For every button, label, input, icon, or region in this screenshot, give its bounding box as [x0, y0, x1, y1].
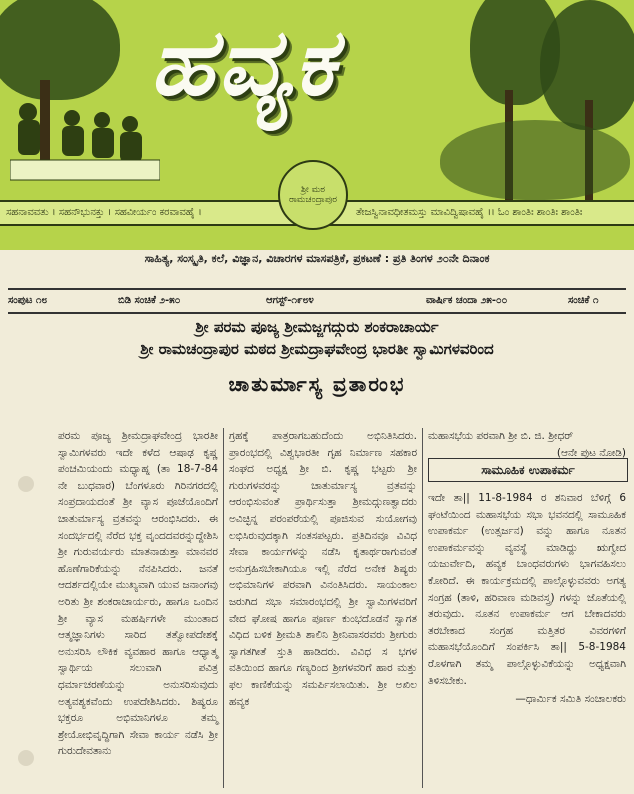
masthead — [0, 0, 634, 250]
sages-illustration — [10, 90, 160, 185]
annual-subscription: ವಾರ್ಷಿಕ ಚಂದಾ ೨೫-೦೦ — [426, 295, 508, 306]
punch-hole — [18, 476, 34, 492]
issue-number: ಸಂಚಿಕೆ ೧ — [568, 295, 599, 306]
continued-note: (ಆನೇ ಪುಟ ನೋಡಿ) — [556, 446, 626, 459]
article-column-1 — [58, 428, 218, 760]
punch-hole — [18, 750, 34, 766]
article-column-2 — [229, 428, 417, 710]
column-divider — [422, 428, 423, 788]
column-2-text: ಗ್ರಹಕ್ಕೆ ಪಾತ್ರರಾಗಬಹುದೆಂದು ಅಭಿನಿತಿಸಿದರು. ಪ್ರಾರಂಭದಲ್ಲಿ ವಿಶ್ವಭಾರತೀ ಗೃಹ ನಿರ್ಮಾಣ ಸಹಕಾರ ಸಂಘದ ಅಧ್ಯಕ್ಷ ಶ್ರೀ ಬಿ. ಕೃಷ್ಣ ಭಟ್ಟರು ಶ್ರೀ ಗುರುಗಳವರನ್ನು ಚಾತುರ್ಮಾಸ್ಯ ವ್ರತವನ್ನು ಆರಂಭಿಸುವಂತೆ ಪ್ರಾರ್ಥಿಸುತ್ತಾ ಶ್ರೀಮದ್ಗುಣತ್ವಾದರು ಅವಿಚ್ಛಿನ್ನ ಪರಂಪರೆಯಲ್ಲಿ ಪೂಜಿಸುವ ಸುಯೋಗವು ಲಭಿಸಿರುವುದಕ್ಕಾಗಿ ಸಂತಸಪಟ್ಟರು. ಪ್ರತಿದಿನವೂ ವಿವಿಧ ಸೇವಾ ಕಾರ್ಯಗಳನ್ನು ನಡೆಸಿ ಕೃತಾರ್ಥರಾಗುವಂತೆ ಅನುಗ್ರಹಿಸಬೇಕಾಗಿಯೂ ಇಲ್ಲಿ ನೆರೆದ ಅನೇಕ ಶಿಷ್ಯರು ಅಭಿಮಾನಿಗಳ ಪರವಾಗಿ ವಿನಂತಿಸಿದರು. ಸಾಯಂಕಾಲ ಜರುಗಿದ ಸಭಾ ಸಮಾರಂಭದಲ್ಲಿ ಶ್ರೀ ಸ್ವಾಮಿಗಳವರಿಗೆ ವೇದ ಘೋಷ ಹಾಗೂ ಪೂರ್ಣ ಕುಂಭದೊಡನೆ ಸ್ವಾಗತ ವಿಧಿದ ಬಳಿಕ ಶ್ರೀಮತಿ ಶಾಲಿನಿ ಶ್ರೀನಿವಾಸರವರು ಶ್ರೀಗುರು ಸ್ವಾಗತಗೀತೆ ಸ್ತುತಿ ಹಾಡಿದರು. ವಿವಿಧ ಸ ಭಗಳ ವತಿಯಿಂದ ಹಾಗೂ ಗಣ್ಯರಿಂದ ಶ್ರೀಗಳವರಿಗೆ ಹಾರ ಮತ್ತು ಫಲ ಕಾಣಿಕೆಯನ್ನು ಸಮರ್ಪಿಸಲಾಯಿತು. ಶ್ರೀ ಅಖಿಲ ಹವ್ಯಕ — [229, 430, 417, 708]
headline-line-1: ಶ್ರೀ ಪರಮ ಪೂಜ್ಯ ಶ್ರೀಮಜ್ಜಗದ್ಗುರು ಶಂಕರಾಚಾರ್ಯ — [195, 318, 439, 336]
column-3-top-text: ಮಹಾಸಭೆಯ ಪರವಾಗಿ ಶ್ರೀ ಬಿ. ಜಿ. ಶ್ರೀಧರ್ — [428, 430, 574, 442]
motto-left: ಸಹನಾವವತು । ಸಹನೌಭುನಕ್ತು । ಸಹವೀರ್ಯಂ ಕರವಾವಹೈ । — [6, 207, 202, 218]
issue-info-bar — [8, 288, 626, 314]
tagline: ಸಾಹಿತ್ಯ, ಸಂಸ್ಕೃತಿ, ಕಲೆ, ವಿಜ್ಞಾನ, ವಿಚಾರಗಳ ಮಾಸಪತ್ರಿಕೆ, ಪ್ರಕಟಣೆ : ಪ್ರತಿ ತಿಂಗಳ ೨೦ನೇ ದಿನಾಂಕ — [144, 252, 490, 265]
article-column-3 — [428, 428, 626, 461]
main-headline: ಚಾತುರ್ಮಾಸ್ಯ ವ್ರತಾರಂಭ — [228, 372, 406, 396]
column-divider — [223, 428, 224, 788]
notice-text: ಇದೇ ತಾ|| 11-8-1984 ರ ಶನಿವಾರ ಬೆಳಿಗ್ಗೆ 6 ಘಂಟೆಯಿಂದ ಮಹಾಸಭೆಯ ಸಭಾ ಭವನದಲ್ಲಿ ಸಾಮೂಹಿಕ ಉಪಾಕರ್ಮ (ಉತ್ಸರ್ಜನ) ವನ್ನು ಹಾಗೂ ನೂತನ ಉಪಾಕರ್ಮವನ್ನು ವ್ಯವಸ್ಥೆ ಮಾಡಿದ್ದು ಋಗ್ವೇದ ಯಜುರ್ವೇದಿ, ಹವ್ಯಕ ಬಾಂಧವರುಗಳು ಭಾಗವಹಿಸಲು ಕೋರಿದೆ. ಈ ಕಾರ್ಯಕ್ರಮದಲ್ಲಿ ಪಾಲ್ಗೊಳ್ಳುವವರು ಅಗತ್ಯ ಸಂಗ್ರಹ (ತಾಳಿ, ಹರಿವಾಣ ಮಡಿವಸ್ತ್ರ) ಗಳನ್ನು ಜೊತೆಯಲ್ಲಿ ತರುವುದು. ನೂತನ ಉಪಾಕರ್ಮ ಆಗ ಬೇಕಾದವರು ತರಬೇಕಾದ ಸಂಗ್ರಹ ಮತ್ತಿತರ ವಿವರಗಳಿಗೆ ಮಹಾಸಭೆಯೊಂದಿಗೆ ಸಂಪರ್ಕಿಸಿ ತಾ|| 5-8-1984 ರೊಳಗಾಗಿ ತಮ್ಮ ಪಾಲ್ಗೊಳ್ಳುವಿಕೆಯನ್ನು ಅಧ್ಯಕ್ಷವಾಗಿ ತಿಳಿಸಬೇಕು. — [428, 492, 626, 687]
box-heading: ಸಾಮೂಹಿಕ ಉಪಾಕರ್ಮ — [428, 458, 628, 482]
math-seal-emblem — [278, 160, 348, 230]
motto-right: ತೇಜಸ್ವಿನಾವಧೀತಮಸ್ತು ಮಾವಿದ್ವಿಷಾವಹೈ ।। ಓಂ ಶಾಂತಿಃ ಶಾಂತಿಃ ಶಾಂತಿಃ — [356, 207, 583, 218]
notice-signature: —ಧಾರ್ಮಿಕ ಸಮಿತಿ ಸಂಚಾಲಕರು — [515, 693, 626, 706]
column-1-text: ಪರಮ ಪೂಜ್ಯ ಶ್ರೀಮದ್ರಾಘವೇಂದ್ರ ಭಾರತೀ ಸ್ವಾಮಿಗಳವರು ಇದೇ ಕಳೆದ ಆಷಾಢ ಕೃಷ್ಣ ಪಂಚಮಿಯಂದು ಮಧ್ಯಾಹ್ನ (ತಾ 18-7-84 ನೇ ಬುಧವಾರ) ಬೆಂಗಳೂರು ಗಿರಿನಗರದಲ್ಲಿ ಸಂಪ್ರದಾಯದಂತೆ ಶ್ರೀ ವ್ಯಾಸ ಪೂಜೆಯೊಂದಿಗೆ ಚಾತುರ್ಮಾಸ್ಯ ವ್ರತವನ್ನು ಆರಂಭಿಸಿದರು. ಈ ಸಂದರ್ಭದಲ್ಲಿ ನೆರೆದ ಭಕ್ತ ವೃಂದದವರನ್ನುದ್ದೇಶಿಸಿ ಶ್ರೀ ಗುರುವರ್ಯರು ಮಾತನಾಡುತ್ತಾ ಮಾನವರ ಹೊಣೆಗಾರಿಕೆಯನ್ನು ನೆನಪಿಸಿದರು. ಜನತೆ ಆದರ್ಶದಲ್ಲಿಯೇ ಮುಖ್ಯವಾಗಿ ಯುವ ಜನಾಂಗವು ಅರಿತು ಶ್ರೀ ಶಂಕರಾಚಾರ್ಯರು, ಹಾಗೂ ಒಂದಿನ ಶ್ರೀ ವ್ಯಾಸ ಮಹರ್ಷಿಗಳೇ ಮುಂತಾದ ಆತ್ಮಜ್ಞಾನಿಗಳು ಸಾರಿದ ತತ್ವೋಪದೇಶಕ್ಕೆ ಅನುಸರಿಸಿ ಲೌಕಿಕ ವ್ಯವಹಾರ ಹಾಗೂ ಆಧ್ಯಾತ್ಮ ಸ್ವಾರ್ಥಿಯ ಸಲುವಾಗಿ ಪವಿತ್ರ ಧರ್ಮಾಚರಣೆಯನ್ನು ಅನುಸರಿಸುವುದು ಅತ್ಯವಶ್ಯಕವೆಂದು ಉಪದೇಶಿಸಿದರು. ಶಿಷ್ಯರೂ ಭಕ್ತರೂ ಅಭಿಮಾನಿಗಳೂ ತಮ್ಮ ಶ್ರೇಯೋಭಿವೃದ್ಧಿಗಾಗಿ ಸೇವಾ ಕಾರ್ಯ ನಡೆಸಿ ಶ್ರೀ ಗುರುದೇವತಾನು — [58, 430, 218, 758]
notice-column — [428, 490, 626, 708]
issue-month: ಆಗಸ್ಟ್-೧೯೮೪ — [266, 295, 314, 306]
single-copy-price: ಬಿಡಿ ಸಂಚಿಕೆ ೨-೫೦ — [118, 295, 181, 306]
plantation-illustration — [440, 120, 630, 200]
headline-line-2: ಶ್ರೀ ರಾಮಚಂದ್ರಾಪುರ ಮಠದ ಶ್ರೀಮದ್ರಾಘವೇಂದ್ರ ಭಾರತೀ ಸ್ವಾಮಿಗಳವರಿಂದ — [140, 340, 494, 358]
masthead-title: ಹವ್ಯಕ — [150, 8, 339, 116]
seal-text: ಶ್ರೀ ಮಠ ರಾಮಚಂದ್ರಾಪುರ — [288, 185, 338, 205]
volume-label: ಸಂಪುಟ ೧೮ — [8, 295, 48, 306]
tree-left-illustration — [0, 0, 120, 100]
